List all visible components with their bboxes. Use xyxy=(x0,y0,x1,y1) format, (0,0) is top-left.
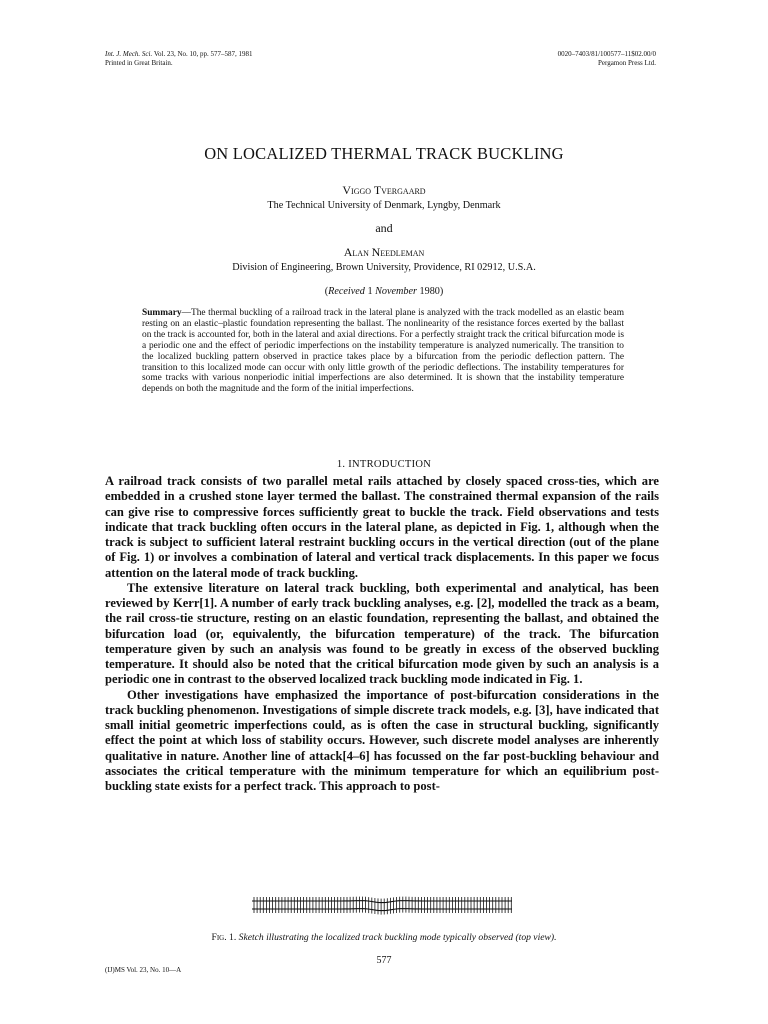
paragraph: The extensive literature on lateral track buckling, both experimental and analytical, has been reviewed by Kerr[1]. A number of early track buckling analyses, e.g. [2], modelled the track as a beam, the rail cross-tie structure, resting on an elastic foundation, representing the ballast, and obtained the bifurcation load (or, equivalently, the bifurcation temperature) of the track. The bifurcation temperature given by such an analysis was found to be greatly in excess of the observed buckling temperature. It should also be noted that the critical bifurcation mode given by such an analysis is a periodic one in contrast to the observed localized track buckling mode indicated in Fig. 1. xyxy=(105,580,659,687)
issn-code: 0020–7403/81/100577–11$02.00/0 xyxy=(557,50,656,58)
author-1-first: Viggo xyxy=(342,183,372,197)
printed-in: Printed in Great Britain. xyxy=(105,59,173,67)
author-1-affiliation: The Technical University of Denmark, Lyngby, Denmark xyxy=(267,200,501,211)
author-1-last: Tvergaard xyxy=(373,183,426,197)
figure-caption-text: Sketch illustrating the localized track buckling mode typically observed (top view). xyxy=(238,932,557,943)
journal-volume-pages: Vol. 23, No. 10, pp. 577–587, 1981 xyxy=(153,50,253,58)
summary-abstract xyxy=(142,308,624,395)
author-1-name xyxy=(0,183,768,198)
and-separator: and xyxy=(375,221,393,235)
author-2-affiliation: Division of Engineering, Brown University, Providence, RI 02912, U.S.A. xyxy=(232,262,536,273)
footer-journal-ref: (IJ)MS Vol. 23, No. 10—A xyxy=(105,966,182,974)
journal-abbrev: Int. J. Mech. Sci. xyxy=(105,50,153,58)
body-text xyxy=(105,474,659,794)
header-publisher xyxy=(558,50,656,68)
received-date: (Received 1 November 1980) xyxy=(324,286,444,297)
page-number: 577 xyxy=(376,955,392,966)
figure-caption xyxy=(0,932,768,943)
paragraph: A railroad track consists of two parallel metal rails attached by closely spaced cross-ties, which are embedded in a crushed stone layer termed the ballast. The constrained thermal expansion of the rails can give rise to compressive forces sufficiently great to buckle the track. Field observations and tests indicate that track buckling often occurs in the lateral plane, as depicted in Fig. 1, although when the track is subject to sufficient lateral restraint buckling occurs in the vertical direction (out of the plane of Fig. 1) or involves a combination of lateral and vertical track displacements. In this paper we focus attention on the lateral mode of track buckling. xyxy=(105,474,659,580)
publisher-name: Pergamon Press Ltd. xyxy=(597,59,656,67)
paper-title: ON LOCALIZED THERMAL TRACK BUCKLING xyxy=(204,144,564,163)
summary-text: —The thermal buckling of a railroad track in the lateral plane is analyzed with the track modelled as an elastic beam resting on an elastic–plastic foundation representing the ballast. The nonlinearity of the resistance forces exerted by the ballast on the track is accounted for, both in the lateral and axial directions. For a perfectly straight track the critical bifurcation mode is a periodic one and the effect of periodic imperfections on the instability temperature is analyzed numerically. The transition to the localized buckling pattern observed in practice takes place by a bifurcation from the periodic deflection pattern. The transition to this localized mode can occur with only little growth of the periodic deflections. The instability temperatures for some tracks with various nonperiodic initial imperfections are also determined. It is shown that the instability temperature depends on both the magnitude and the form of the initial imperfections. xyxy=(142,308,624,395)
author-2-first: Alan xyxy=(343,245,369,259)
author-2-last: Needleman xyxy=(371,245,425,259)
cross-ties xyxy=(254,897,511,915)
paragraph: Other investigations have emphasized the importance of post-bifurcation considerations in the track buckling phenomenon. Investigations of simple discrete track models, e.g. [3], have indicated that small initial geometric imperfections could, as is often the case in structural buckling, significantly effect the point at which loss of stability occurs. However, such discrete model analyses are inherently qualitative in nature. Another line of attack[4–6] has focussed on the far post-buckling behaviour and associates the critical temperature with the minimum temperature for which an equilibrium post-buckling state exists for a perfect track. This approach to post- xyxy=(105,687,659,793)
track-buckling-sketch xyxy=(252,893,512,917)
header-citation xyxy=(105,50,253,68)
summary-label: Summary xyxy=(142,308,182,318)
section-heading: 1. INTRODUCTION xyxy=(336,459,432,470)
author-2-name xyxy=(0,245,768,260)
figure-label: Fig. 1. xyxy=(211,932,237,943)
